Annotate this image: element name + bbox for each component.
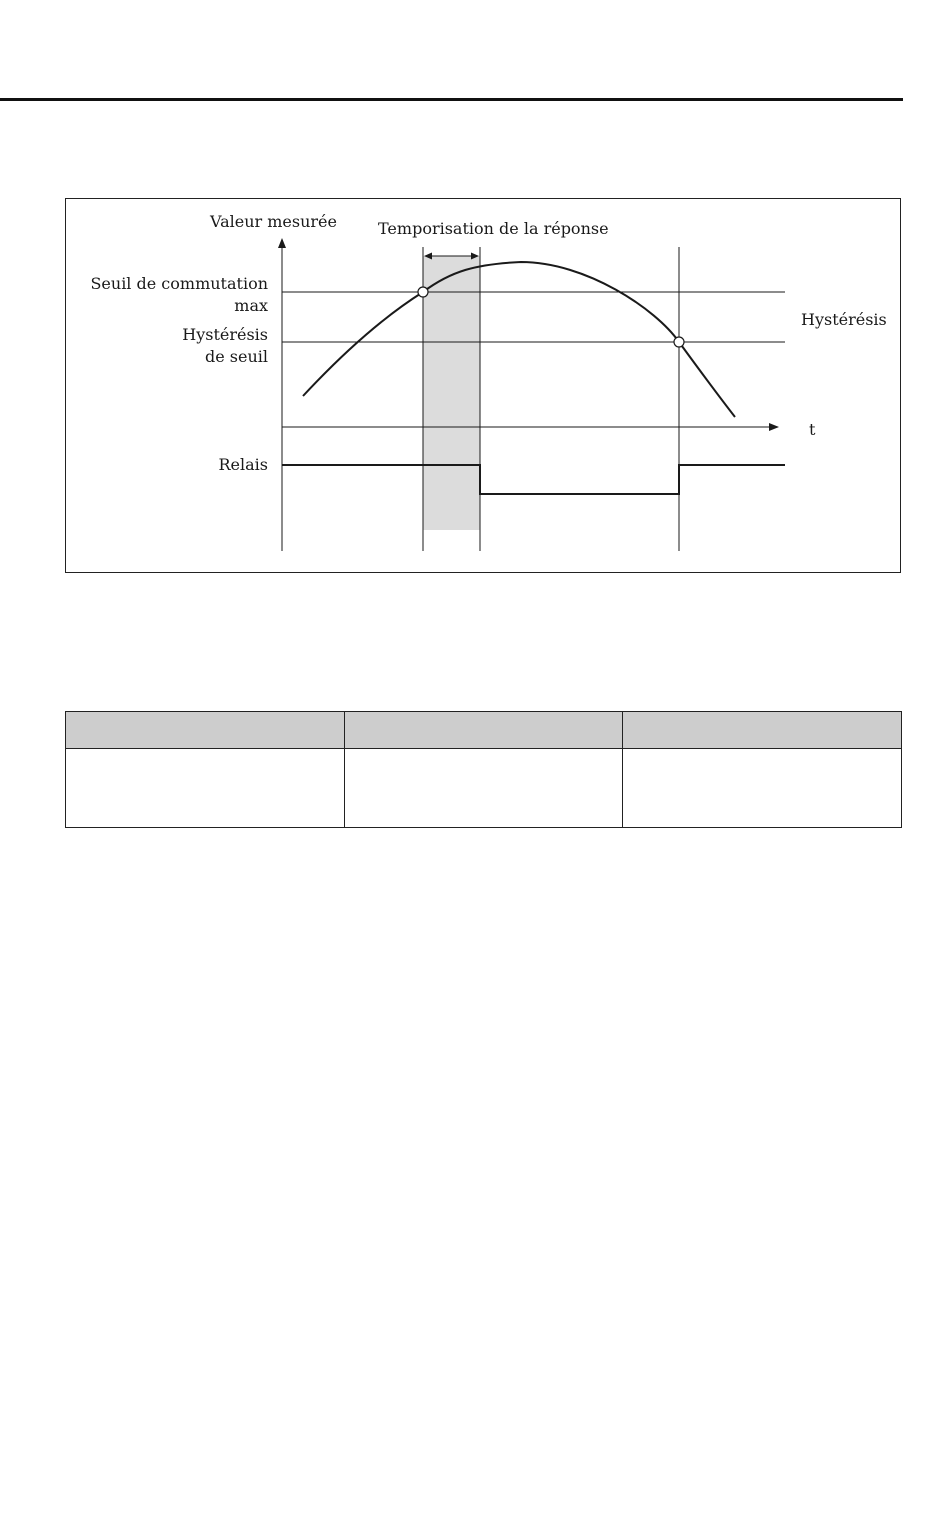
table-cell — [66, 749, 345, 828]
y-axis-label: Valeur mesurée — [210, 212, 337, 231]
switch-max-label-line1: Seuil de commutation — [90, 274, 268, 293]
switch-point-off — [674, 337, 684, 347]
relay-state-line — [282, 465, 785, 494]
table-header-cell — [66, 712, 345, 749]
table-row — [66, 749, 902, 828]
header-rule — [0, 98, 903, 101]
hyst-threshold-label-line2: de seuil — [204, 347, 268, 366]
time-axis-label: t — [809, 420, 816, 439]
relay-label: Relais — [218, 455, 268, 474]
hyst-threshold-label-line1: Hystérésis — [182, 325, 268, 344]
hysteresis-label: Hystérésis — [801, 310, 887, 329]
spec-table — [65, 711, 902, 828]
delay-label: Temporisation de la réponse — [378, 219, 609, 238]
relay-diagram — [66, 199, 902, 574]
table-header-cell — [623, 712, 902, 749]
table-cell — [344, 749, 623, 828]
response-delay-band — [423, 256, 480, 530]
table-cell — [623, 749, 902, 828]
switch-max-label-line2: max — [234, 296, 268, 315]
table-header-cell — [344, 712, 623, 749]
relay-diagram-figure — [65, 198, 901, 573]
switch-point-on — [418, 287, 428, 297]
measured-value-curve — [303, 262, 735, 417]
table-header-row — [66, 712, 902, 749]
